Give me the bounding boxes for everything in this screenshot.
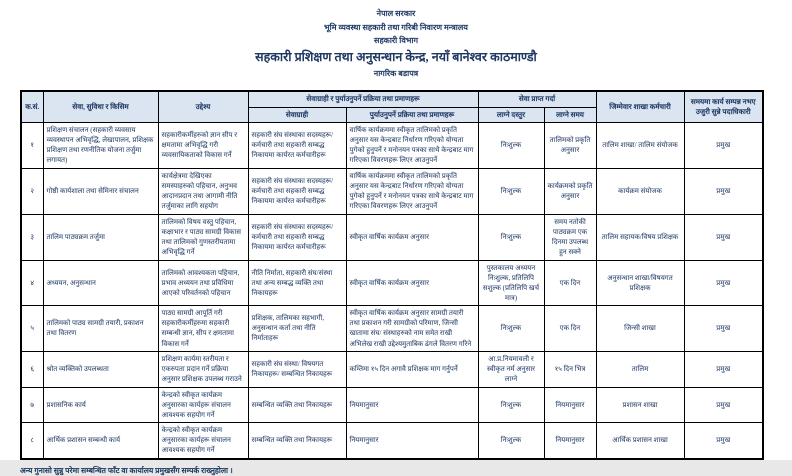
sn-cell: ७	[21, 387, 43, 422]
ministry-title: भूमि व्यवस्था सहकारी तथा गरिबी निवारण मन्त्रालय	[324, 22, 468, 32]
service-cell: अध्ययन, अनुसन्धान	[43, 260, 158, 306]
fee-cell: निःशुल्क	[478, 123, 544, 169]
sn-cell: १	[21, 123, 43, 169]
staff-cell: तालिम	[596, 351, 684, 387]
fee-cell: निःशुल्क	[478, 214, 544, 260]
col-header-group-service-receipt: सेवा प्राप्त गर्दा	[478, 91, 596, 107]
complaint-cell: प्रमुख	[684, 260, 763, 306]
complaint-cell: प्रमुख	[684, 306, 763, 352]
document-header	[0, 0, 792, 80]
sn-cell: ५	[21, 306, 43, 352]
time-cell: समय नतोकी पाठ्यक्रम एक दिनमा उपलब्ध हुन सक्ने	[544, 214, 596, 260]
sn-cell: २	[21, 168, 43, 214]
objective-cell: सहकारीकर्मीहरुको ज्ञान सीप र क्षमतामा अभिवृद्धि गरी व्यवसायिकताको विकास गर्ने	[158, 123, 248, 169]
staff-cell: कार्यक्रम संयोजक	[596, 168, 684, 214]
service-cell: आर्थिक प्रशासन सम्बन्धी कार्य	[43, 423, 158, 459]
service-cell: तालिम पाठ्यक्रम तर्जुमा	[43, 214, 158, 260]
staff-cell: अनुसन्धान शाखा/विषयगत प्रशिक्षक	[596, 260, 684, 306]
col-header-staff: जिम्मेवार शाखा कर्मचारी	[596, 91, 684, 122]
process-cell: वार्षिक कार्यक्रममा स्वीकृत तालिमको प्रकृति अनुसार यस केन्द्रबाट निर्धारण गरिएको योग्यता पुगेको हुनुपर्ने र मनोनयन पत्रका साथै केन्द्रबाट माग गरिएका विवरणहरू लिएर आउनुपर्ने	[346, 123, 478, 169]
recipient-cell: सहकारी संघ संस्थाका सदस्यहरू/ कर्मचारी तथा सहकारी सम्बद्ध निकायमा कार्यरत कर्मचारीहरू	[248, 214, 346, 260]
col-header-time: लाग्ने समय	[544, 107, 596, 122]
staff-cell: आर्थिक प्रशासन शाखा	[596, 423, 684, 459]
recipient-cell: सहकारी संघ संस्था/ विषयगत निकायहरू/ सम्बन्धित निकायहरू	[248, 351, 346, 387]
objective-cell: कार्यक्षेत्रमा देखिएका समस्याहरुको पहिचान, अनुभव आदानप्रदान तथा आगामी नीति तर्जुमाका लागि सहयोग	[158, 168, 248, 214]
col-header-objective: उद्देश्य	[158, 91, 248, 122]
table-row	[21, 260, 763, 306]
process-cell: नियमानुसार	[346, 423, 478, 459]
fee-cell: निःशुल्क	[478, 387, 544, 422]
col-header-recipient: सेवाग्राही	[248, 107, 346, 122]
process-cell: स्वीकृत वार्षिक कार्यक्रम अनुसार	[346, 214, 478, 260]
sn-cell: ८	[21, 423, 43, 459]
col-header-sn: क.सं.	[21, 91, 43, 122]
time-cell: तालिमको प्रकृति अनुसार	[544, 123, 596, 169]
fee-cell: पुस्तकालय अध्ययन निःशुल्क, प्रतिलिपि सशुल्क (प्रतिलिपि खर्च मात्र)	[478, 260, 544, 306]
fee-cell: आ.प्र.नियमावली र स्वीकृत नर्म अनुसार लाग्ने	[478, 351, 544, 387]
staff-cell: तालिम शाखा/ तालिम संयोजक	[596, 123, 684, 169]
recipient-cell: सम्बन्धित व्यक्ति तथा निकायहरू	[248, 423, 346, 459]
time-cell: नियमानुसार	[544, 387, 596, 422]
col-header-group-recipient-process: सेवाग्राही र पुर्याउनुपर्ने प्रक्रिया तथा प्रमाणहरू	[248, 91, 478, 107]
charter-title: नागरिक बडापत्र	[373, 68, 419, 78]
staff-cell: तालिम सहायक/विषय प्रशिक्षक	[596, 214, 684, 260]
process-cell: स्वीकृत वार्षिक कार्यक्रम अनुसार सामग्री तयारी तथा प्रकाशन गरी सामग्रीको परिमाण, जिन्सी खातामा संघ/ संस्थाहरुको नाम समेत राखी अभिलेख राखी उद्देश्यमुताबिक ढंगले वितरण गरिने	[346, 306, 478, 352]
objective-cell: प्रशिक्षण कार्यमा स्तरीयता र एकरुपता प्रदान गर्ने प्रक्रिया अनुसार प्रशिक्षक उपलब्ध गराउने	[158, 351, 248, 387]
col-header-fee: लाग्ने दस्तुर	[478, 107, 544, 122]
complaint-cell: प्रमुख	[684, 423, 763, 459]
fee-cell: निःशुल्क	[478, 423, 544, 459]
service-cell: प्रशिक्षण संचालन (सहकारी व्यवसाय व्यवस्थापन अभिवृद्धि, लेखापालन, प्रशिक्षक प्रशिक्षण तथा रणनीतिक योजना तर्जुमा लगायत)	[43, 123, 158, 169]
table-row	[21, 214, 763, 260]
table-header-row-1	[21, 91, 763, 107]
table-row	[21, 306, 763, 352]
objective-cell: केन्द्रको स्वीकृत कार्यक्रम अनुसारका कार्यहरू संचालन आवश्यक सहयोग गर्ने	[158, 423, 248, 459]
recipient-cell: सम्बन्धित व्यक्ति तथा निकायहरू	[248, 387, 346, 422]
government-title: नेपाल सरकार	[376, 9, 416, 18]
recipient-cell: प्रशिक्षक, तालिमका सहभागी, अनुसन्धान कर्ता तथा नीति निर्माताहरू	[248, 306, 346, 352]
staff-cell: जिन्सी शाखा	[596, 306, 684, 352]
service-cell: तालिमको पाठ्य सामग्री तयारी, प्रकाशन तथा वितरण	[43, 306, 158, 352]
charter-table	[20, 90, 764, 459]
complaint-cell: प्रमुख	[684, 168, 763, 214]
center-title: सहकारी प्रशिक्षण तथा अनुसन्धान केन्द्र, नयाँ बानेश्वर काठमाण्डौ	[255, 49, 537, 64]
complaint-cell: प्रमुख	[684, 214, 763, 260]
recipient-cell: नीति निर्माता, सहकारी संघ/संस्था तथा अन्य सम्बद्ध व्यक्ति तथा निकायहरू	[248, 260, 346, 306]
col-header-process: पुर्याउनुपर्ने प्रक्रिया तथा प्रमाणहरू	[346, 107, 478, 122]
objective-cell: तालिमको विषय वस्तु पहिचान, कक्षाभार र पाठ्य सामग्री विकास तथा तालिमको गुणस्तरीयतामा अभिवृद्धि गर्ने	[158, 214, 248, 260]
sn-cell: ६	[21, 351, 43, 387]
objective-cell: पाठ्य सामग्री आपूर्ति गरी सहकारीकर्मीहरुमा सहकारी सम्बन्धी ज्ञान, सीप र क्षमतामा विकास गर्ने	[158, 306, 248, 352]
sn-cell: ३	[21, 214, 43, 260]
fee-cell: निःशुल्क	[478, 168, 544, 214]
footer-note: अन्य गुनासो सुन्नु परेमा सम्बन्धित फाँट वा कार्यालय प्रमुखसँग सम्पर्क राख्नुहोला ।	[20, 465, 233, 475]
time-cell: एक दिन	[544, 306, 596, 352]
sn-cell: ४	[21, 260, 43, 306]
time-cell: कार्यक्रमको प्रकृति अनुसार	[544, 168, 596, 214]
time-cell: १५ दिन भित्र	[544, 351, 596, 387]
table-row	[21, 387, 763, 422]
process-cell: कम्तिमा १५ दिन अगावै प्रशिक्षक माग गर्नुपर्ने	[346, 351, 478, 387]
objective-cell: तालिमको आवश्यकता पहिचान, प्रभाव अध्ययन तथा प्रविधिमा आएको परिवर्तनको पहिचान	[158, 260, 248, 306]
service-cell: गोष्ठी कार्यशाला तथा सेमिनार संचालन	[43, 168, 158, 214]
service-cell: प्रशासनिक कार्य	[43, 387, 158, 422]
table-row	[21, 168, 763, 214]
table-row	[21, 123, 763, 169]
table-row	[21, 351, 763, 387]
department-title: सहकारी विभाग	[374, 36, 418, 46]
complaint-cell: प्रमुख	[684, 123, 763, 169]
service-cell: श्रोत व्यक्तिको उपलब्धता	[43, 351, 158, 387]
complaint-cell: प्रमुख	[684, 387, 763, 422]
time-cell: एक दिन	[544, 260, 596, 306]
process-cell: वार्षिक कार्यक्रममा स्वीकृत तालिमको प्रकृति अनुसार यस केन्द्रबाट निर्धारण गरिएको योग्यता पुगेको हुनुपर्ने र मनोनयन पत्रका साथै केन्द्रबाट माग गरिएका विवरणहरू लिएर आउनुपर्ने	[346, 168, 478, 214]
time-cell: नियमानुसार	[544, 423, 596, 459]
process-cell: नियमानुसार	[346, 387, 478, 422]
complaint-cell: प्रमुख	[684, 351, 763, 387]
fee-cell: निःशुल्क	[478, 306, 544, 352]
process-cell: स्वीकृत वार्षिक कार्यक्रम अनुसार	[346, 260, 478, 306]
recipient-cell: सहकारी संघ संस्थाका सदस्यहरू/ कर्मचारी तथा सहकारी सम्बद्ध निकायमा कार्यरत कर्मचारीहरू	[248, 168, 346, 214]
recipient-cell: सहकारी संघ संस्थाका सदस्यहरू/ कर्मचारी तथा सहकारी सम्बद्ध निकायमा कार्यरत कर्मचारीहरू	[248, 123, 346, 169]
col-header-complaint-officer: समयमा कार्य सम्पन्न नभए उजुरी सुन्ने पदाधिकारी	[684, 91, 763, 122]
objective-cell: केन्द्रको स्वीकृत कार्यक्रम अनुसारका कार्यहरू संचालन आवश्यक सहयोग गर्ने	[158, 387, 248, 422]
table-row	[21, 423, 763, 459]
col-header-service: सेवा, सुविधा र किसिम	[43, 91, 158, 122]
staff-cell: प्रशासन शाखा	[596, 387, 684, 422]
